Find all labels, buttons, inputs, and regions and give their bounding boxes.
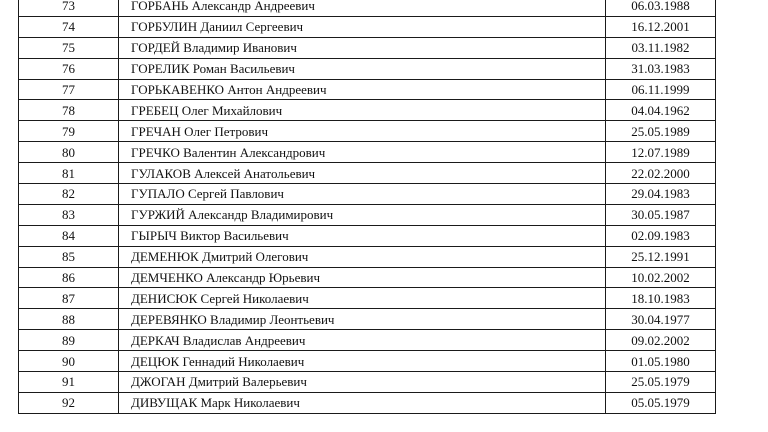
row-number: 76	[19, 58, 119, 79]
person-name: ГОРДЕЙ Владимир Иванович	[119, 37, 606, 58]
table-row	[19, 267, 716, 288]
birth-date: 31.03.1983	[606, 58, 716, 79]
table-row	[19, 372, 716, 393]
row-number: 87	[19, 288, 119, 309]
person-name: ГОРЬКАВЕНКО Антон Андреевич	[119, 79, 606, 100]
table-row	[19, 0, 716, 16]
person-name: ДЕРЕВЯНКО Владимир Леонтьевич	[119, 309, 606, 330]
table-row	[19, 142, 716, 163]
row-number: 86	[19, 267, 119, 288]
person-name: ГРЕБЕЦ Олег Михайлович	[119, 100, 606, 121]
birth-date: 06.03.1988	[606, 0, 716, 16]
birth-date: 01.05.1980	[606, 351, 716, 372]
row-number: 74	[19, 16, 119, 37]
birth-date: 03.11.1982	[606, 37, 716, 58]
person-name: ДЖОГАН Дмитрий Валерьевич	[119, 372, 606, 393]
table-row	[19, 121, 716, 142]
table-row	[19, 225, 716, 246]
birth-date: 12.07.1989	[606, 142, 716, 163]
table-row	[19, 37, 716, 58]
row-number: 89	[19, 330, 119, 351]
birth-date: 16.12.2001	[606, 16, 716, 37]
person-name: ГРЕЧКО Валентин Александрович	[119, 142, 606, 163]
table-row	[19, 79, 716, 100]
table-row	[19, 184, 716, 205]
row-number: 90	[19, 351, 119, 372]
birth-date: 09.02.2002	[606, 330, 716, 351]
row-number: 91	[19, 372, 119, 393]
row-number: 83	[19, 204, 119, 225]
table-row	[19, 16, 716, 37]
birth-date: 25.05.1989	[606, 121, 716, 142]
person-name: ГОРБАНЬ Александр Андреевич	[119, 0, 606, 16]
table-row	[19, 351, 716, 372]
table-row	[19, 163, 716, 184]
birth-date: 10.02.2002	[606, 267, 716, 288]
person-name: ДЕНИСЮК Сергей Николаевич	[119, 288, 606, 309]
birth-date: 05.05.1979	[606, 392, 716, 413]
row-number: 84	[19, 225, 119, 246]
birth-date: 25.12.1991	[606, 246, 716, 267]
row-number: 92	[19, 392, 119, 413]
person-name: ГУПАЛО Сергей Павлович	[119, 184, 606, 205]
birth-date: 25.05.1979	[606, 372, 716, 393]
row-number: 85	[19, 246, 119, 267]
table-row	[19, 309, 716, 330]
person-name: ДЕМЧЕНКО Александр Юрьевич	[119, 267, 606, 288]
birth-date: 30.05.1987	[606, 204, 716, 225]
row-number: 79	[19, 121, 119, 142]
birth-date: 30.04.1977	[606, 309, 716, 330]
row-number: 82	[19, 184, 119, 205]
row-number: 78	[19, 100, 119, 121]
person-name: ГОРЕЛИК Роман Васильевич	[119, 58, 606, 79]
person-name: ДЕРКАЧ Владислав Андреевич	[119, 330, 606, 351]
table-row	[19, 330, 716, 351]
birth-date: 04.04.1962	[606, 100, 716, 121]
roster-body	[19, 0, 716, 413]
person-name: ГУРЖИЙ Александр Владимирович	[119, 204, 606, 225]
person-name: ДЕЦЮК Геннадий Николаевич	[119, 351, 606, 372]
person-name: ГРЕЧАН Олег Петрович	[119, 121, 606, 142]
row-number: 73	[19, 0, 119, 16]
row-number: 80	[19, 142, 119, 163]
birth-date: 06.11.1999	[606, 79, 716, 100]
person-name: ДИВУЩАК Марк Николаевич	[119, 392, 606, 413]
birth-date: 22.02.2000	[606, 163, 716, 184]
person-name: ГОРБУЛИН Даниил Сергеевич	[119, 16, 606, 37]
row-number: 88	[19, 309, 119, 330]
roster-table	[18, 0, 716, 414]
person-name: ДЕМЕНЮК Дмитрий Олегович	[119, 246, 606, 267]
table-row	[19, 392, 716, 413]
birth-date: 29.04.1983	[606, 184, 716, 205]
row-number: 81	[19, 163, 119, 184]
table-row	[19, 100, 716, 121]
row-number: 77	[19, 79, 119, 100]
table-row	[19, 288, 716, 309]
table-row	[19, 204, 716, 225]
person-name: ГЫРЫЧ Виктор Васильевич	[119, 225, 606, 246]
row-number: 75	[19, 37, 119, 58]
table-row	[19, 246, 716, 267]
birth-date: 18.10.1983	[606, 288, 716, 309]
table-row	[19, 58, 716, 79]
person-name: ГУЛАКОВ Алексей Анатольевич	[119, 163, 606, 184]
birth-date: 02.09.1983	[606, 225, 716, 246]
